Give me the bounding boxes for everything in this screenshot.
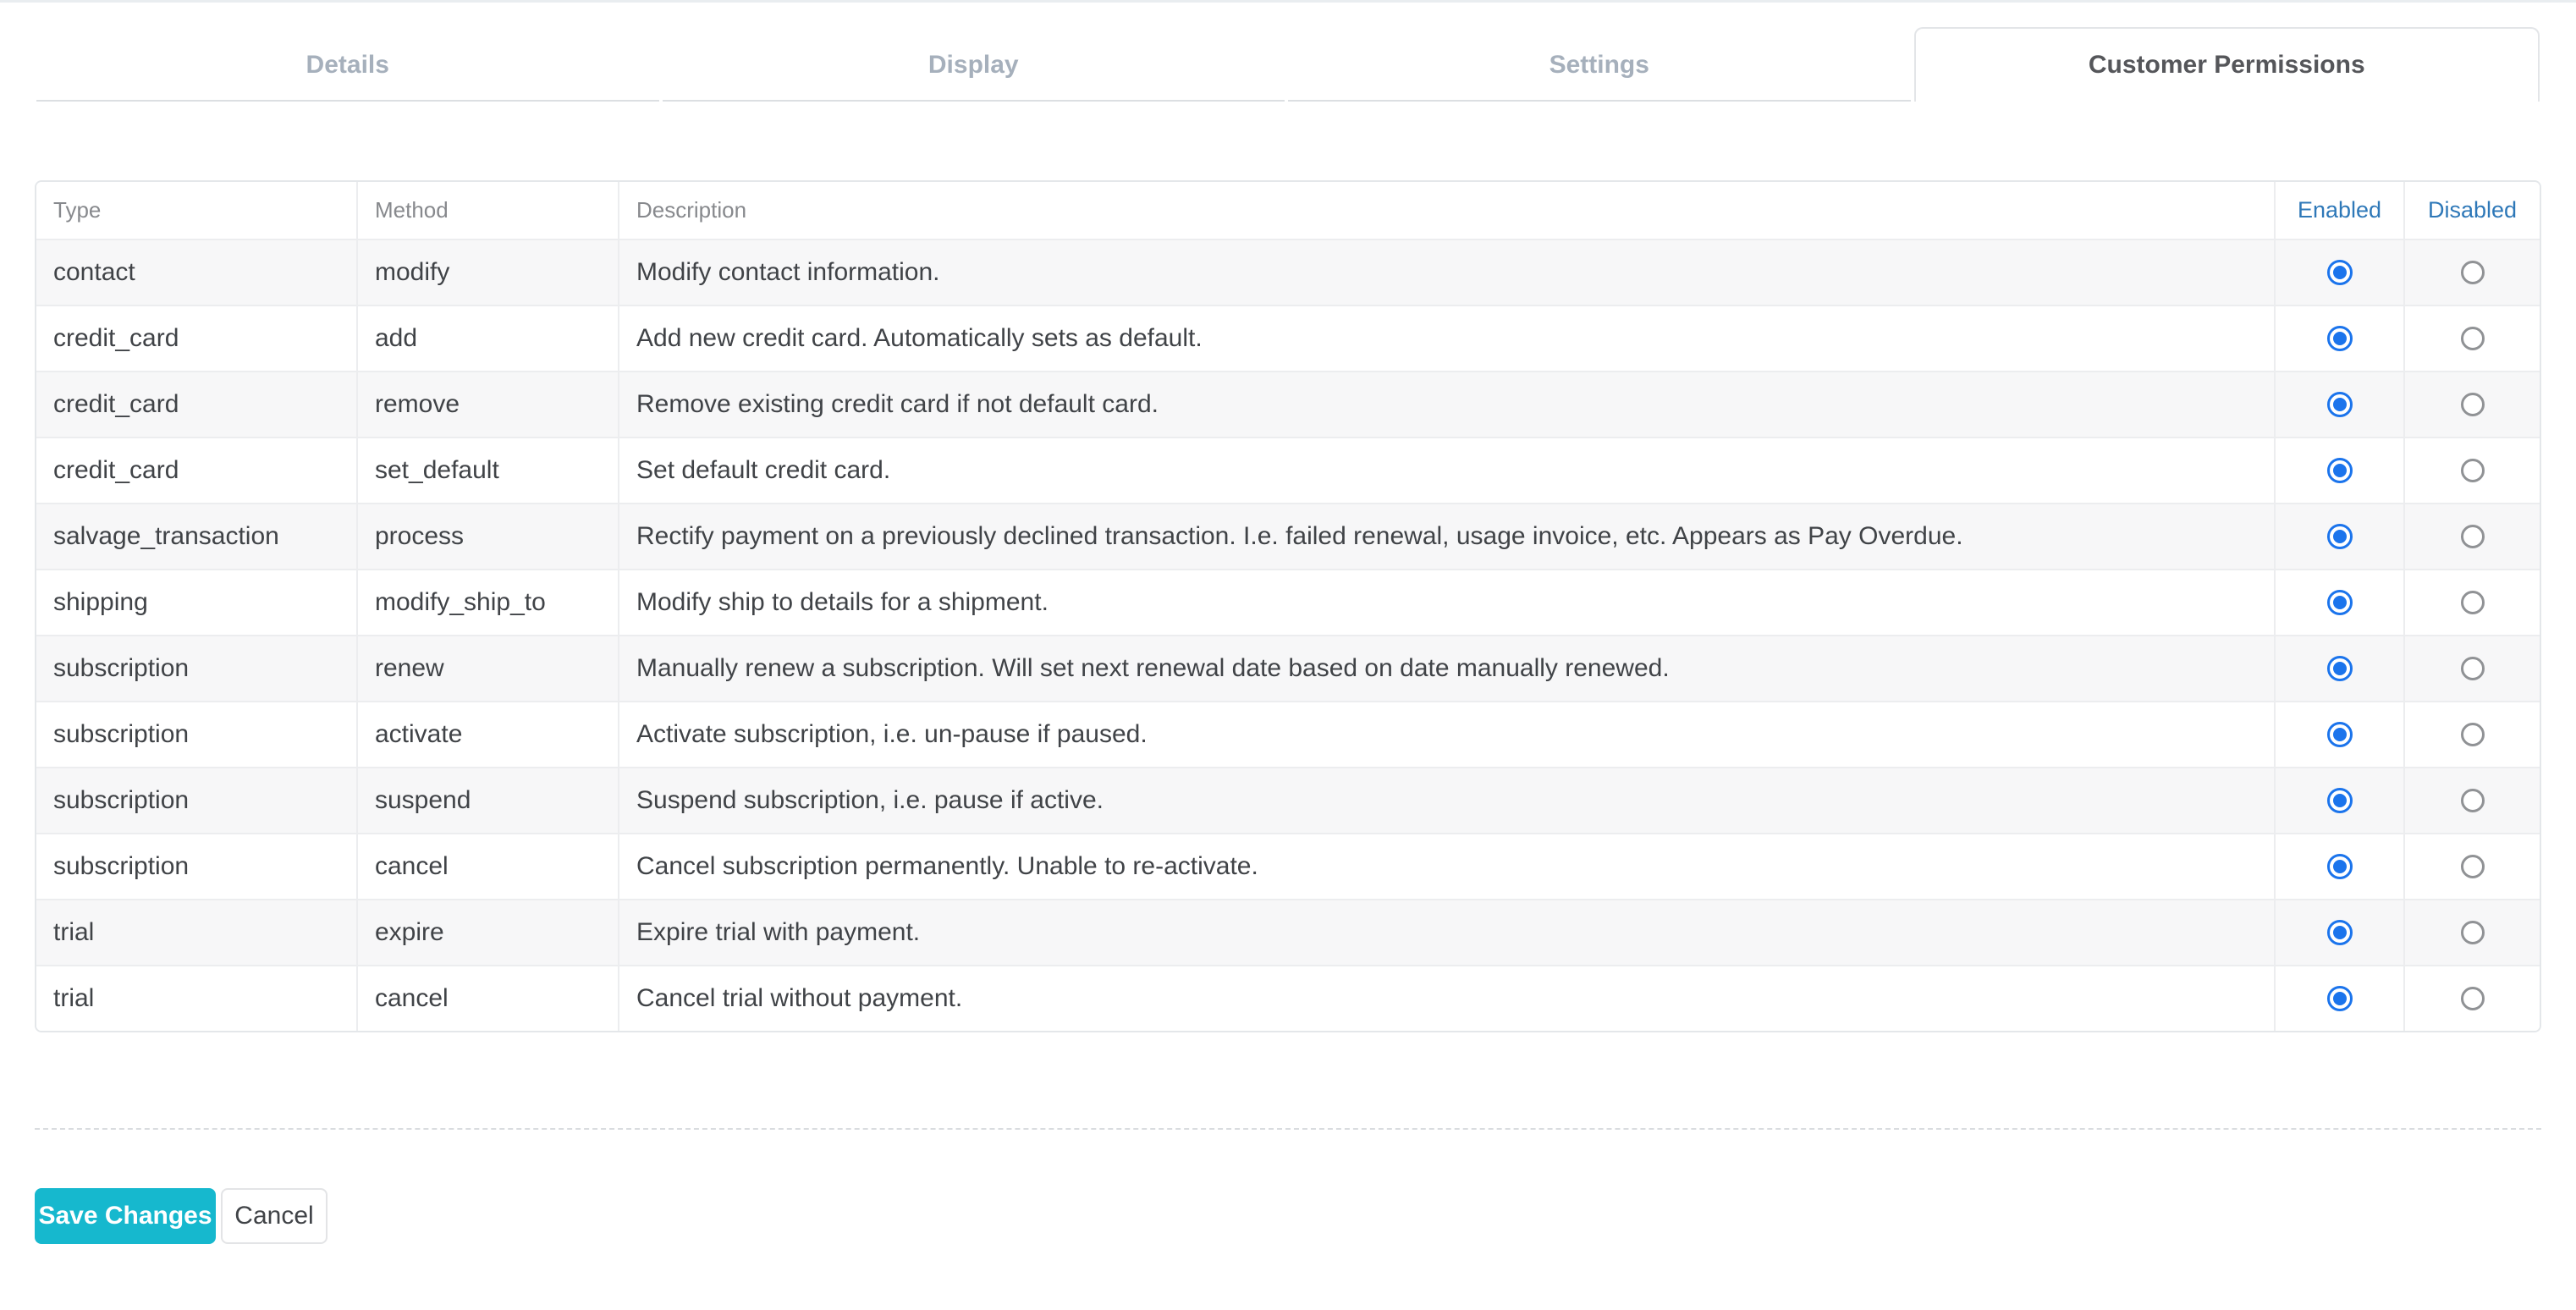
- type-cell: credit_card: [53, 324, 179, 352]
- method-cell: remove: [356, 372, 618, 437]
- footer-divider: [35, 1128, 2541, 1130]
- description-cell: Suspend subscription, i.e. pause if active.: [618, 768, 2274, 833]
- description-cell: Cancel subscription permanently. Unable to re-activate.: [618, 834, 2274, 899]
- table-row: [36, 305, 2540, 371]
- disabled-radio[interactable]: [2461, 789, 2485, 812]
- method-cell: set_default: [356, 438, 618, 503]
- table-row: [36, 503, 2540, 569]
- enabled-radio[interactable]: [2327, 326, 2353, 351]
- tab-details[interactable]: Details: [36, 30, 659, 102]
- method-cell: expire: [356, 900, 618, 965]
- disabled-radio[interactable]: [2461, 723, 2485, 746]
- description-cell: Remove existing credit card if not default card.: [618, 372, 2274, 437]
- type-cell: subscription: [53, 852, 190, 880]
- method-cell: renew: [356, 636, 618, 701]
- type-cell: subscription: [53, 720, 190, 748]
- method-cell: cancel: [356, 966, 618, 1031]
- table-row: [36, 371, 2540, 437]
- tab-bar: [35, 3, 2541, 102]
- method-cell: process: [356, 504, 618, 569]
- table-row: [36, 701, 2540, 767]
- method-cell: suspend: [356, 768, 618, 833]
- permissions-table-body: [36, 239, 2540, 1031]
- enabled-radio[interactable]: [2327, 656, 2353, 681]
- description-cell: Modify contact information.: [618, 240, 2274, 305]
- tab-display[interactable]: Display: [663, 30, 1285, 102]
- table-row: [36, 899, 2540, 965]
- enabled-radio[interactable]: [2327, 260, 2353, 285]
- table-header-row: [36, 182, 2540, 239]
- column-header-disabled[interactable]: Disabled: [2403, 182, 2540, 239]
- disabled-radio[interactable]: [2461, 921, 2485, 944]
- method-cell: modify_ship_to: [356, 570, 618, 635]
- action-buttons: [35, 1188, 2541, 1244]
- disabled-radio[interactable]: [2461, 855, 2485, 878]
- method-cell: cancel: [356, 834, 618, 899]
- cancel-button[interactable]: Cancel: [221, 1188, 328, 1244]
- description-cell: Set default credit card.: [618, 438, 2274, 503]
- description-cell: Cancel trial without payment.: [618, 966, 2274, 1031]
- disabled-radio[interactable]: [2461, 327, 2485, 350]
- type-cell: credit_card: [53, 390, 179, 418]
- disabled-radio[interactable]: [2461, 525, 2485, 548]
- table-row: [36, 965, 2540, 1031]
- type-cell: trial: [53, 984, 95, 1012]
- column-header-description: Description: [618, 182, 2274, 239]
- method-cell: activate: [356, 702, 618, 767]
- type-cell: credit_card: [53, 456, 179, 484]
- type-cell: salvage_transaction: [53, 522, 279, 550]
- table-row: [36, 569, 2540, 635]
- enabled-radio[interactable]: [2327, 524, 2353, 549]
- table-row: [36, 437, 2540, 503]
- enabled-radio[interactable]: [2327, 722, 2353, 747]
- permissions-table: [35, 180, 2541, 1032]
- enabled-radio[interactable]: [2327, 854, 2353, 879]
- save-changes-button[interactable]: Save Changes: [35, 1188, 216, 1244]
- method-cell: add: [356, 306, 618, 371]
- enabled-radio[interactable]: [2327, 986, 2353, 1011]
- disabled-radio[interactable]: [2461, 987, 2485, 1010]
- disabled-radio[interactable]: [2461, 591, 2485, 614]
- method-cell: modify: [356, 240, 618, 305]
- disabled-radio[interactable]: [2461, 393, 2485, 416]
- type-cell: shipping: [53, 588, 148, 616]
- type-cell: subscription: [53, 654, 190, 682]
- disabled-radio[interactable]: [2461, 459, 2485, 482]
- enabled-radio[interactable]: [2327, 590, 2353, 615]
- description-cell: Expire trial with payment.: [618, 900, 2274, 965]
- enabled-radio[interactable]: [2327, 392, 2353, 417]
- tab-settings[interactable]: Settings: [1288, 30, 1911, 102]
- table-row: [36, 635, 2540, 701]
- disabled-radio[interactable]: [2461, 261, 2485, 284]
- tab-customer-permissions[interactable]: Customer Permissions: [1914, 27, 2540, 102]
- column-header-type: Type: [53, 197, 102, 223]
- type-cell: contact: [53, 258, 135, 286]
- enabled-radio[interactable]: [2327, 788, 2353, 813]
- table-row: [36, 239, 2540, 305]
- column-header-method: Method: [356, 182, 618, 239]
- enabled-radio[interactable]: [2327, 920, 2353, 945]
- description-cell: Add new credit card. Automatically sets as default.: [618, 306, 2274, 371]
- table-row: [36, 767, 2540, 833]
- description-cell: Rectify payment on a previously declined transaction. I.e. failed renewal, usage invoice, etc. Appears as Pay Overdue.: [618, 504, 2274, 569]
- disabled-radio[interactable]: [2461, 657, 2485, 680]
- description-cell: Manually renew a subscription. Will set next renewal date based on date manually renewed.: [618, 636, 2274, 701]
- type-cell: trial: [53, 918, 95, 946]
- table-row: [36, 833, 2540, 899]
- enabled-radio[interactable]: [2327, 458, 2353, 483]
- column-header-enabled[interactable]: Enabled: [2274, 182, 2403, 239]
- description-cell: Modify ship to details for a shipment.: [618, 570, 2274, 635]
- type-cell: subscription: [53, 786, 190, 814]
- description-cell: Activate subscription, i.e. un-pause if paused.: [618, 702, 2274, 767]
